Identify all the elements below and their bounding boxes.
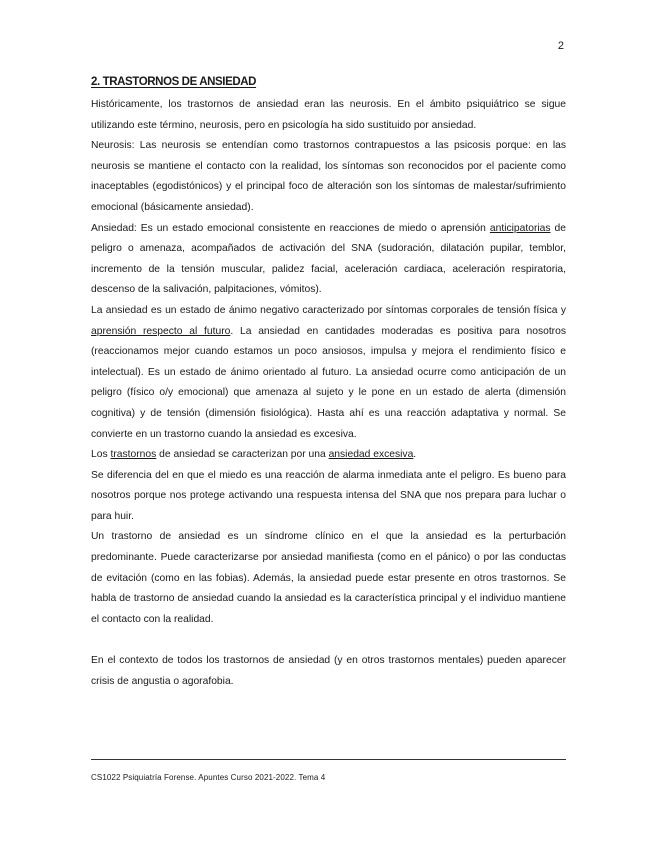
paragraph-anxiety-definition bbox=[91, 219, 566, 301]
text-segment: de ansiedad se caracterizan por una bbox=[156, 449, 329, 461]
section-heading: 2. TRASTORNOS DE ANSIEDAD bbox=[91, 76, 257, 88]
text-segment: de peligro o amenaza, acompañados de activación del SNA (sudoración, dilatación pupilar, temblor, incremento de la tensión muscular, palidez facial, aceleración cardiaca, aceleración respiratoria, descenso de la salivación, palpitaciones, vómitos). bbox=[91, 222, 566, 296]
paragraph-clinical-syndrome: Un trastorno de ansiedad es un síndrome clínico en el que la ansiedad es la perturbación predominante. Puede caracterizarse por ansiedad manifiesta (como en el pánico) o por las conductas de evitación (como en las fobias). Además, la ansiedad puede estar presente en otros trastornos. Se habla de trastorno de ansiedad cuando la ansiedad es la característica principal y el individuo mantiene el contacto con la realidad. bbox=[91, 531, 566, 625]
text-segment: . bbox=[413, 449, 417, 461]
paragraph-context: En el contexto de todos los trastornos de ansiedad (y en otros trastornos mentales) pueden aparecer crisis de angustia o agorafobia. bbox=[91, 655, 566, 687]
page-number: 2 bbox=[557, 40, 564, 52]
text-segment: La ansiedad es un estado de ánimo negativo caracterizado por síntomas corporales de tensión física y bbox=[91, 304, 566, 316]
footer-divider bbox=[91, 759, 566, 760]
text-segment: . La ansiedad en cantidades moderadas es positiva para nosotros (reaccionamos mejor cuando estamos un poco ansiosos, impulsa y mejora el rendimiento físico e intelectual). Es un estado de ánimo orientado al futuro. La ansiedad ocurre como anticipación de un peligro (físico o/y emocional) que amenaza al sujeto y le pone en un estado de alerta (dimensión cognitiva) y de tensión (dimensión fisiológica). Hasta ahí es una reacción adaptativa y normal. Se convierte en un trastorno cuando la ansiedad es excesiva. bbox=[91, 325, 566, 440]
underlined-term: aprensión respecto al futuro bbox=[91, 325, 231, 337]
footer-text: CS1022 Psiquiatría Forense. Apuntes Curso 2021-2022. Tema 4 bbox=[91, 773, 326, 782]
text-segment: Ansiedad: Es un estado emocional consistente en reacciones de miedo o aprensión bbox=[91, 222, 490, 234]
paragraph-anxiety-state bbox=[91, 301, 566, 445]
paragraph-fear-difference: Se diferencia del en que el miedo es una reacción de alarma inmediata ante el peligro. Es bueno para nosotros porque nos protege activando una respuesta intensa del SNA que nos prepara para luchar o para huir. bbox=[91, 469, 566, 522]
underlined-term: trastornos bbox=[110, 449, 157, 461]
paragraph-history: Históricamente, los trastornos de ansiedad eran las neurosis. En el ámbito psiquiátrico se sigue utilizando este término, neurosis, pero en psicología ha sido sustituido por ansiedad. bbox=[91, 99, 566, 131]
body-text bbox=[91, 95, 566, 692]
text-segment: Los bbox=[91, 449, 111, 461]
paragraph-disorders bbox=[91, 445, 566, 466]
underlined-term: ansiedad excesiva bbox=[328, 449, 414, 461]
underlined-term: anticipatorias bbox=[489, 222, 551, 234]
paragraph-neurosis: Neurosis: Las neurosis se entendían como trastornos contrapuestos a las psicosis porque: en las neurosis se mantiene el contacto con la realidad, los síntomas son reconocidos por el paciente como inaceptables (egodistónicos) y el principal foco de alteración son los síntomas de malestar/sufrimiento emocional (básicamente ansiedad). bbox=[91, 140, 566, 213]
